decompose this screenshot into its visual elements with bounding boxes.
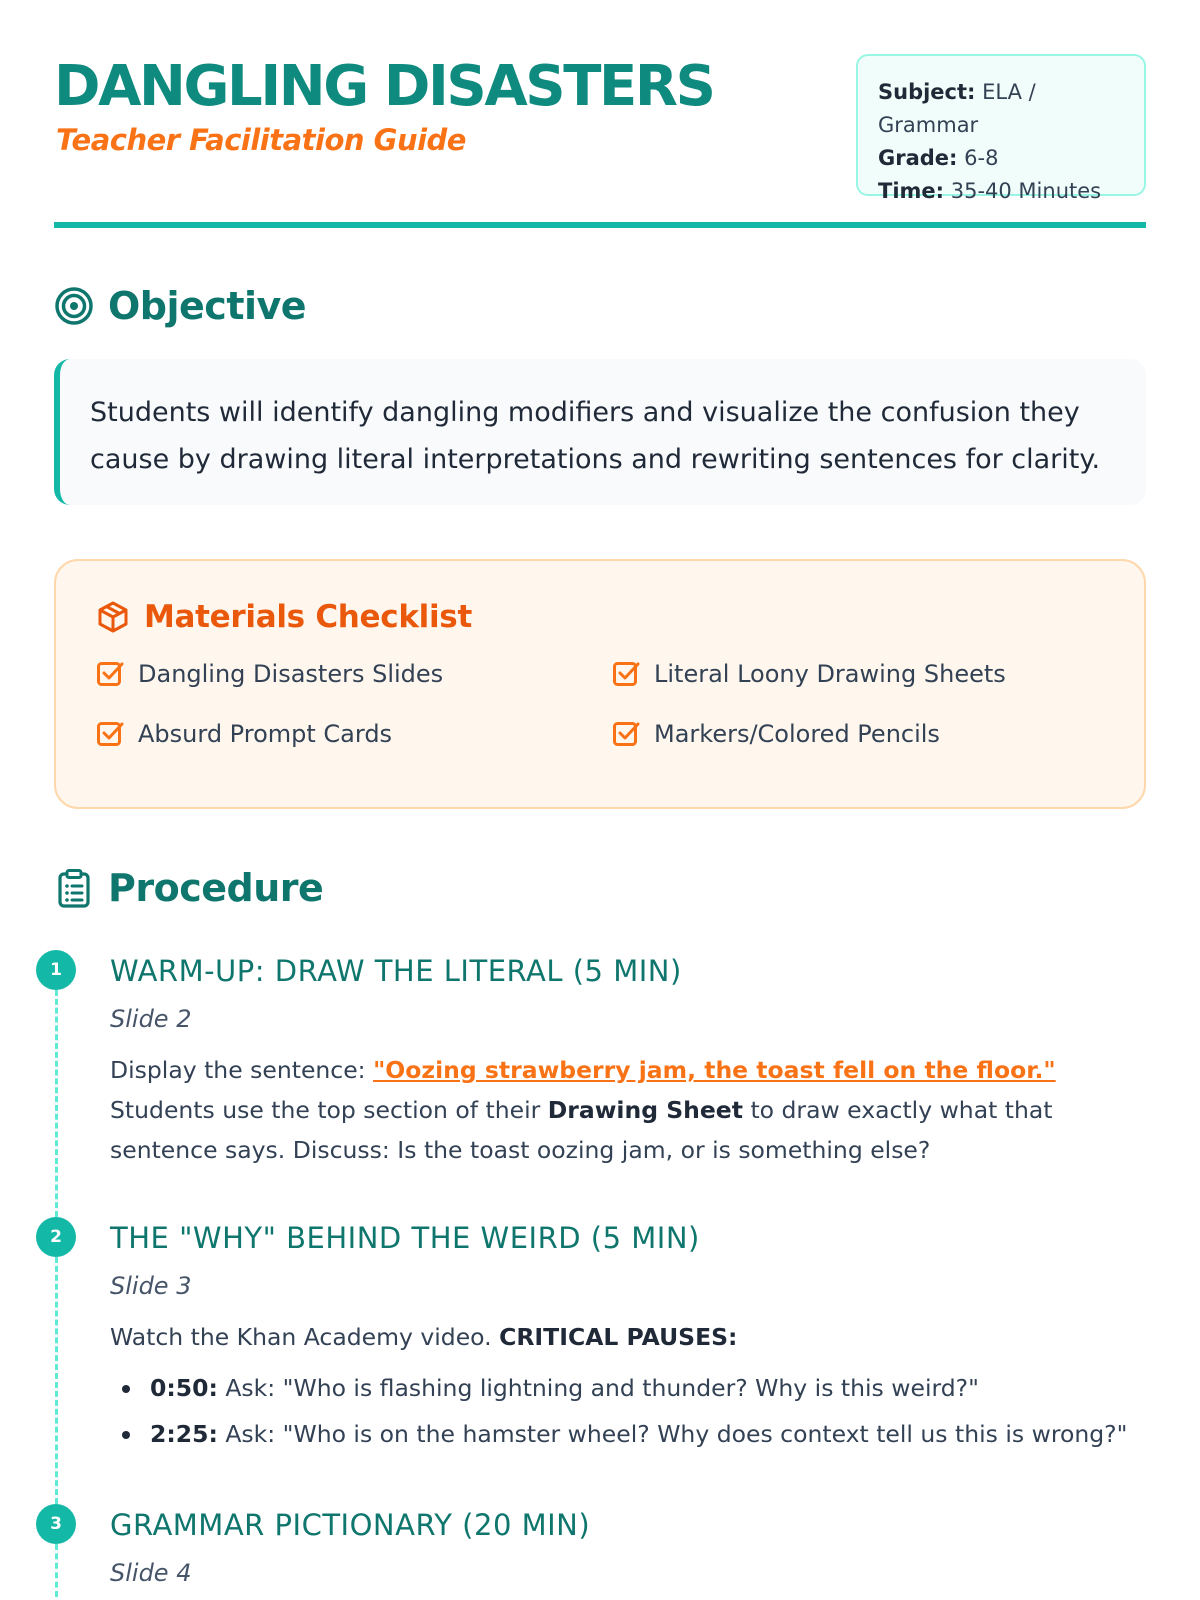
materials-checklist <box>54 559 1146 809</box>
procedure-title: Procedure <box>108 866 324 910</box>
objective-title: Objective <box>108 284 307 328</box>
page-title: DANGLING DISASTERS <box>54 54 714 119</box>
page-header <box>54 0 1146 228</box>
material-item: Markers/Colored Pencils <box>612 715 1112 753</box>
step-slide-ref: Slide 4 <box>110 1559 192 1587</box>
materials-heading <box>96 599 1104 635</box>
material-item: Dangling Disasters Slides <box>96 655 612 693</box>
example-sentence: "Oozing strawberry jam, the toast fell on the floor." <box>373 1056 1056 1084</box>
step-number-badge: 2 <box>36 1217 76 1257</box>
step-description: Display the sentence: "Oozing strawberry jam, the toast fell on the floor." Students use the top section of their Drawing Sheet to draw exactly what that sentence says. Discuss: Is the toast oozing jam, or is something else? <box>110 1056 1056 1164</box>
page-subtitle: Teacher Facilitation Guide <box>56 123 466 157</box>
material-item: Absurd Prompt Cards <box>96 715 612 753</box>
objective-heading <box>54 284 306 328</box>
clipboard-icon <box>54 868 94 908</box>
objective-text: Students will identify dangling modifiers and visualize the confusion they cause by drawing literal interpretations and rewriting sentences for clarity. <box>54 359 1146 505</box>
procedure-heading <box>54 866 323 910</box>
checkbox-checked-icon <box>612 660 640 688</box>
step-number-badge: 3 <box>36 1504 76 1544</box>
step-number-badge: 1 <box>36 950 76 990</box>
procedure-step <box>36 1504 1156 1600</box>
procedure-step <box>36 950 1156 1217</box>
checkbox-checked-icon <box>612 720 640 748</box>
meta-grade: Grade: 6-8 <box>878 146 999 170</box>
checkbox-checked-icon <box>96 720 124 748</box>
pause-list <box>110 1365 1156 1457</box>
pause-item: 0:50: Ask: "Who is flashing lightning and thunder? Why is this weird?" <box>110 1365 1156 1411</box>
target-icon <box>54 286 94 326</box>
lesson-meta-box <box>856 54 1146 203</box>
step-slide-ref: Slide 2 <box>110 1005 192 1033</box>
materials-list <box>96 655 1104 753</box>
pause-item: 2:25: Ask: "Who is on the hamster wheel? Why does context tell us this is wrong?" <box>110 1411 1156 1457</box>
step-description: Watch the Khan Academy video. CRITICAL PAUSES: <box>110 1323 738 1351</box>
checkbox-checked-icon <box>96 660 124 688</box>
procedure-steps <box>36 950 1156 1600</box>
timeline-connector <box>55 990 58 1217</box>
meta-subject: Subject: ELA / Grammar <box>878 80 1036 137</box>
step-title: WARM-UP: DRAW THE LITERAL (5 MIN) <box>110 954 682 988</box>
material-item: Literal Loony Drawing Sheets <box>612 655 1112 693</box>
step-slide-ref: Slide 3 <box>110 1272 192 1300</box>
materials-title: Materials Checklist <box>144 599 472 635</box>
meta-time: Time: 35-40 Minutes <box>878 179 1102 203</box>
step-title: THE "WHY" BEHIND THE WEIRD (5 MIN) <box>110 1221 700 1255</box>
timeline-connector <box>55 1257 58 1504</box>
procedure-step <box>36 1217 1156 1504</box>
step-title: GRAMMAR PICTIONARY (20 MIN) <box>110 1508 591 1542</box>
box-icon <box>96 600 130 634</box>
timeline-connector <box>55 1544 58 1600</box>
